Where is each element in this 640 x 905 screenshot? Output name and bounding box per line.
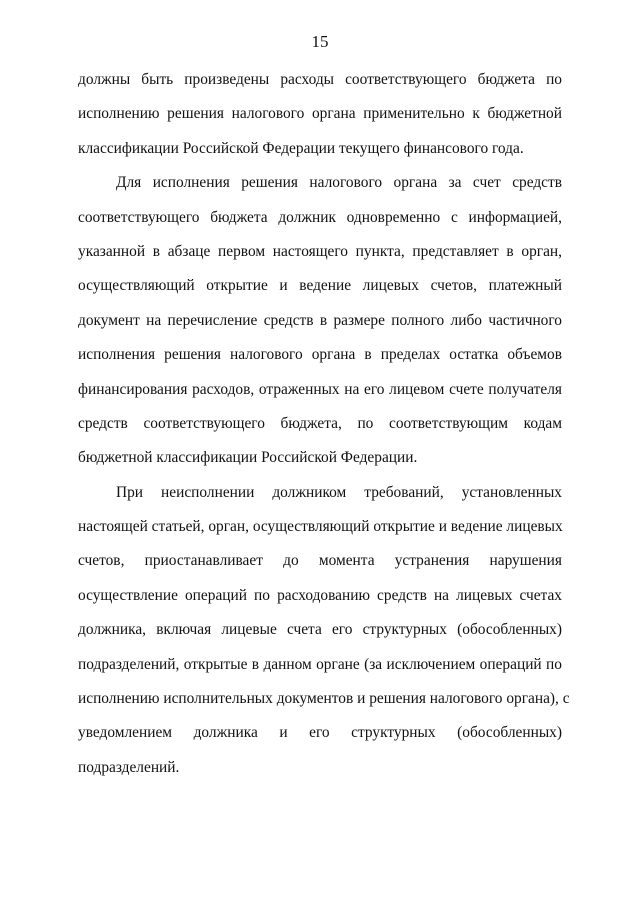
text-line: указанной в абзаце первом настоящего пункта, представляет в орган,: [78, 242, 562, 260]
text-line: осуществляющий открытие и ведение лицевых счетов, платежный: [78, 277, 562, 295]
text-line: счетов, приостанавливает до момента устранения нарушения: [78, 552, 562, 570]
text-line: должника, включая лицевые счета его структурных (обособленных): [78, 621, 562, 639]
text-line: исполнению исполнительных документов и решения налогового органа), с: [78, 690, 570, 708]
text-line: уведомлением должника и его структурных (обособленных): [78, 724, 562, 742]
text-line: соответствующего бюджета должник одновременно с информацией,: [78, 208, 562, 226]
text-line: подразделений.: [78, 758, 180, 776]
text-line: классификации Российской Федерации текущего финансового года.: [78, 139, 524, 157]
text-line: должны быть произведены расходы соответствующего бюджета по: [78, 71, 562, 88]
document-body: [78, 70, 570, 792]
text-line: настоящей статьей, орган, осуществляющий открытие и ведение лицевых: [78, 518, 563, 536]
text-line: Для исполнения решения налогового органа за счет средств: [116, 174, 562, 192]
text-line: подразделений, открытые в данном органе (за исключением операций по: [78, 655, 562, 673]
text-line: документ на перечисление средств в размере полного либо частичного: [78, 311, 562, 329]
text-line: средств соответствующего бюджета, по соответствующим кодам: [78, 414, 562, 432]
page-number: 15: [311, 32, 329, 51]
text-line: исполнения решения налогового органа в пределах остатка объемов: [78, 346, 562, 364]
text-line: осуществление операций по расходованию средств на лицевых счетах: [78, 586, 562, 604]
text-line: При неисполнении должником требований, установленных: [116, 483, 562, 501]
text-line: бюджетной классификации Российской Федерации.: [78, 449, 418, 467]
text-line: финансирования расходов, отраженных на его лицевом счете получателя: [78, 380, 562, 398]
text-line: исполнению решения налогового органа применительно к бюджетной: [78, 105, 562, 123]
